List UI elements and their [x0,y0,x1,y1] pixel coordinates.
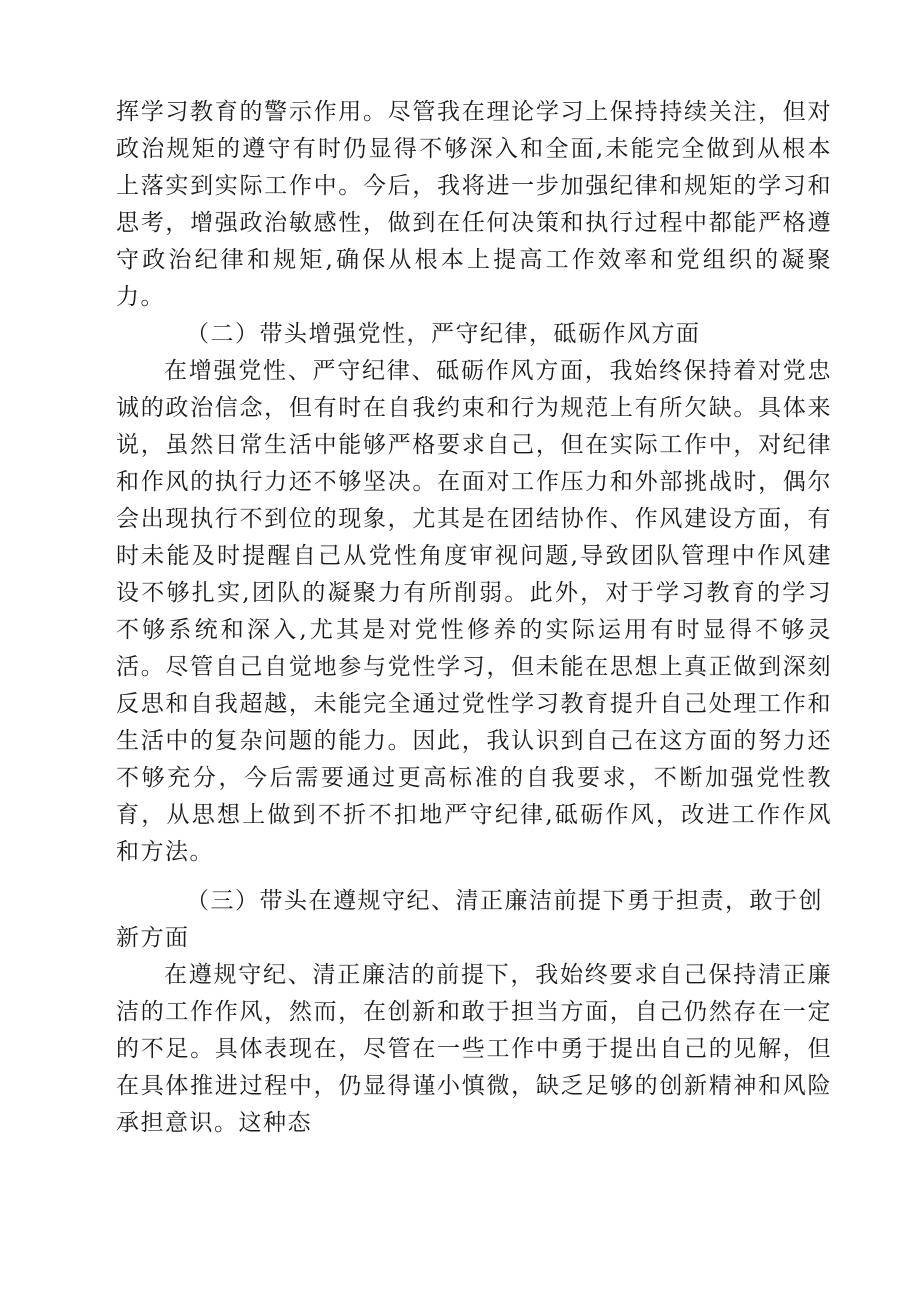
paragraph-political-rules: 挥学习教育的警示作用。尽管我在理论学习上保持持续关注，但对政治规矩的遵守有时仍显得不够深入和全面,未能完全做到从根本上落实到实际工作中。今后，我将进一步加强纪律和规矩的学习和思考，增强政治敏感性，做到在任何决策和执行过程中都能严格遵守政治纪律和规矩,确保从根本上提高工作效率和党组织的凝聚力。 [116,99,832,310]
section-heading-two: （二）带头增强党性，严守纪律，砥砺作风方面 [186,321,701,347]
paragraph-party-spirit: 在增强党性、严守纪律、砥砺作风方面，我始终保持着对党忠诚的政治信念，但有时在自我约束和行为规范上有所欠缺。具体来说，虽然日常生活中能够严格要求自己，但在实际工作中，对纪律和作风的执行力还不够坚决。在面对工作压力和外部挑战时，偶尔会出现执行不到位的现象，尤其是在团结协作、作风建设方面，有时未能及时提醒自己从党性角度审视问题,导致团队管理中作风建设不够扎实,团队的凝聚力有所削弱。此外，对于学习教育的学习不够系统和深入,尤其是对党性修养的实际运用有时显得不够灵活。尽管自己自觉地参与党性学习，但未能在思想上真正做到深刻反思和自我超越，未能完全通过党性学习教育提升自己处理工作和生活中的复杂问题的能力。因此，我认识到自己在这方面的努力还不够充分，今后需要通过更高标准的自我要求，不断加强党性教育，从思想上做到不折不扣地严守纪律,砥砺作风，改进工作作风和方法。 [116,358,832,865]
document-body [116,94,832,1142]
section-heading-three: （三）带头在遵规守纪、清正廉洁前提下勇于担责，敢于创新方面 [116,888,823,951]
paragraph-integrity-innovation: 在遵规守纪、清正廉洁的前提下，我始终要求自己保持清正廉洁的工作作风，然而，在创新和敢于担当方面，自己仍然存在一定的不足。具体表现在，尽管在一些工作中勇于提出自己的见解，但在具体推进过程中，仍显得谨小慎微，缺乏足够的创新精神和风险承担意识。这种态 [116,962,832,1136]
